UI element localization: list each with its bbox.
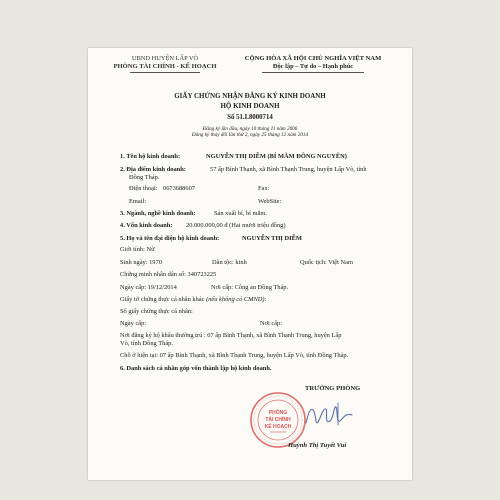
current-address: Chỗ ở hiện tại: 07 ấp Bình Thạnh, xã Bình Thạnh Trung, huyện Lấp Vò, tỉnh Đồng Tháp.	[120, 352, 349, 359]
business-line-value: Sản xuất bí, bí mắm.	[214, 210, 267, 217]
issuer-underline	[130, 72, 200, 73]
issuer-district: UBND HUYỆN LẤP VÒ	[131, 55, 199, 62]
signer-name: Huỳnh Thị Tuyết Vui	[288, 442, 347, 449]
business-line-label: 3. Ngành, nghề kinh doanh:	[120, 210, 196, 217]
business-address-line2: Đồng Tháp.	[129, 174, 160, 181]
id-number: Chứng minh nhân dân số: 340723225	[120, 271, 217, 278]
motto-underline	[262, 72, 364, 73]
business-address-line1: 57 ấp Bình Thạnh, xã Bình Thạnh Trung, huyện Lấp Vò, tỉnh	[210, 166, 367, 173]
household-address-line2: Vò, tỉnh Đồng Tháp.	[120, 340, 173, 347]
website-label: WebSite:	[258, 198, 282, 205]
contributors-list-label: 6. Danh sách cá nhân góp vốn thành lập hộ kinh doanh.	[120, 365, 272, 372]
certificate-number: Số 51.I.8000714	[227, 114, 273, 121]
email-label: Email:	[129, 198, 147, 205]
other-docs-place: Nơi cấp:	[260, 320, 283, 327]
id-issue-date: Ngày cấp: 19/12/2014	[120, 284, 177, 291]
national-motto: Độc lập – Tự do – Hạnh phúc	[272, 63, 354, 70]
business-name-value: NGUYỄN THỊ DIỄM (BÍ MĂM ĐÔNG NGUYÊN)	[206, 153, 347, 160]
other-docs-date: Ngày cấp:	[120, 320, 147, 327]
business-name-label: 1. Tên hộ kinh doanh:	[120, 153, 181, 160]
change-registration: Đăng ký thay đổi lần thứ 2, ngày 25 tháng 12 năm 2014	[191, 132, 309, 138]
other-docs-note: (nếu không có CMND):	[206, 296, 267, 303]
other-docs-label	[120, 296, 267, 303]
gender: Giới tính: Nữ	[120, 246, 155, 253]
other-docs-text: Giấy tờ chứng thực cá nhân khác	[120, 296, 205, 303]
other-docs-number: Số giấy chứng thực cá nhân:	[120, 308, 193, 315]
household-address-line1: Nơi đăng ký hộ khẩu thường trú : 07 ấp Bình Thạnh, xã Bình Thạnh Trung, huyện Lấp	[120, 332, 342, 339]
representative-name: NGUYỄN THỊ DIỄM	[242, 235, 302, 242]
first-registration: Đăng ký lần đầu, ngày 10 tháng 11 năm 2006	[202, 126, 298, 132]
representative-label: 5. Họ và tên đại diện hộ kinh doanh:	[120, 235, 220, 242]
stamp-text-2: TÀI CHÍNH	[265, 417, 291, 423]
national-title: CỘNG HÒA XÃ HỘI CHỦ NGHĨA VIỆT NAM	[244, 55, 382, 62]
capital-label: 4. Vốn kinh doanh:	[120, 222, 173, 229]
certificate-subtitle: HỘ KINH DOANH	[220, 102, 280, 110]
id-issue-place: Nơi cấp: Công an Đồng Tháp.	[211, 284, 289, 291]
business-address-label: 2. Địa điểm kinh doanh:	[120, 166, 186, 173]
phone-value: 0673688607	[163, 185, 195, 192]
date-of-birth: Sinh ngày: 1970	[120, 259, 162, 266]
ethnicity: Dân tộc: kinh	[212, 259, 247, 266]
stamp-text-3: KẾ HOẠCH	[264, 424, 292, 430]
stamp-text-1: PHÒNG	[268, 410, 288, 416]
handwritten-signature-icon	[300, 395, 360, 435]
phone-label: Điện thoại:	[129, 185, 158, 192]
official-stamp-icon	[248, 390, 308, 450]
issuer-department: PHÒNG TÀI CHÍNH - KẾ HOẠCH	[113, 63, 217, 70]
capital-value: 20.000.000,00 đ (Hai mươi triệu đồng)	[186, 222, 286, 229]
nationality: Quốc tịch: Việt Nam	[300, 259, 353, 266]
certificate-title: GIẤY CHỨNG NHẬN ĐĂNG KÝ KINH DOANH	[174, 92, 326, 100]
signer-title: TRƯỞNG PHÒNG	[305, 385, 361, 392]
fax-label: Fax:	[258, 185, 270, 192]
